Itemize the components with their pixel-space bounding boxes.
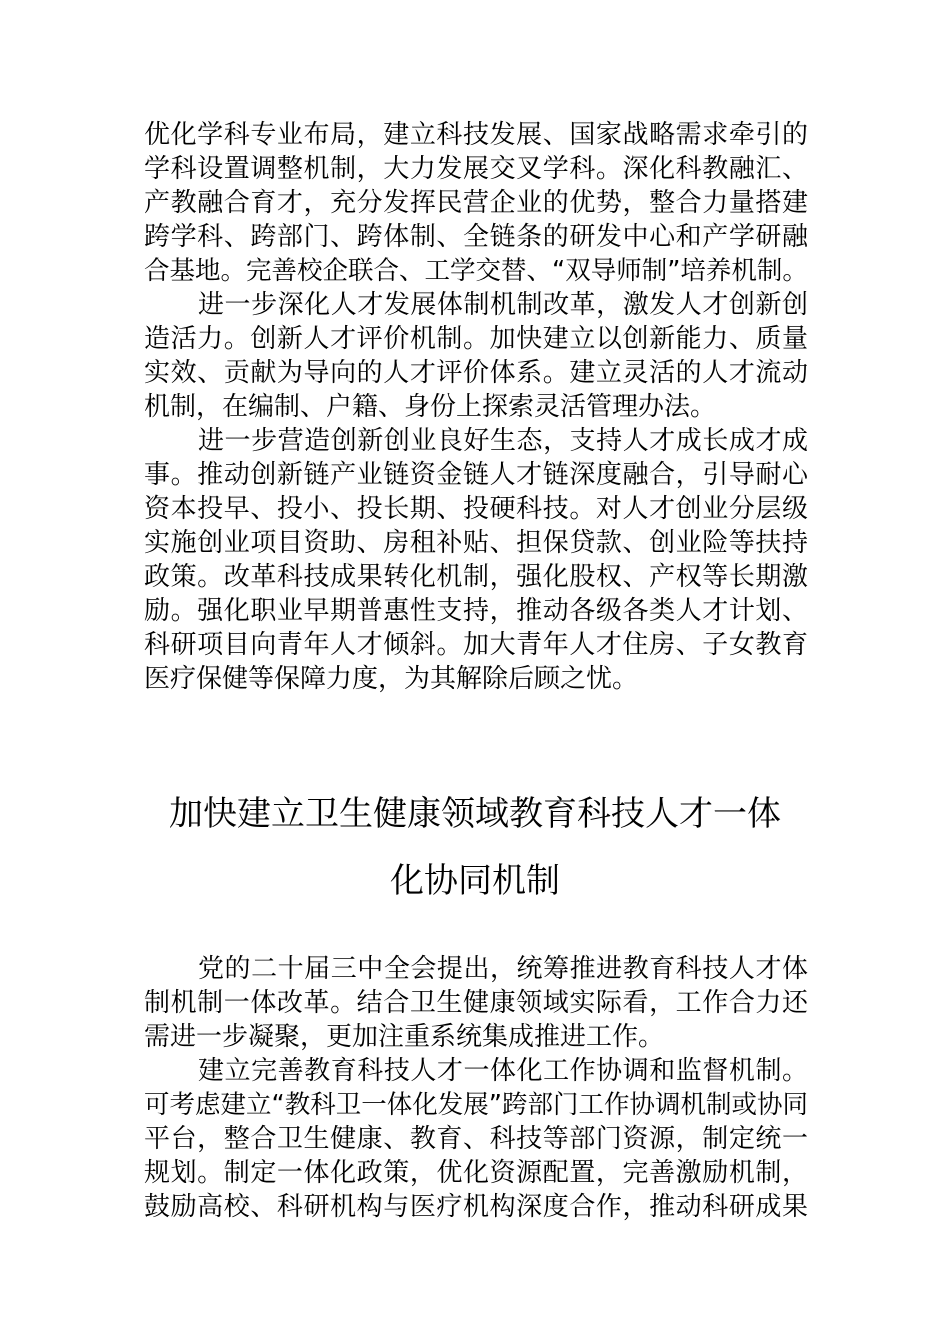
paragraph-discipline-layout	[144, 118, 808, 288]
text-line: 可考虑建立“教科卫一体化发展”跨部门工作协调机制或协同	[144, 1090, 808, 1120]
text-line: 合基地。完善校企联合、工学交替、“双导师制”培养机制。	[144, 256, 808, 286]
text-line: 医疗保健等保障力度，为其解除后顾之忧。	[144, 664, 639, 694]
paragraph-talent-reform	[144, 288, 808, 424]
text-line: 实施创业项目资助、房租补贴、担保贷款、创业险等扶持	[144, 528, 808, 558]
article-title-line-1: 加快建立卫生健康领域教育科技人才一体	[169, 794, 781, 834]
text-line: 党的二十届三中全会提出，统筹推进教育科技人才体	[198, 954, 808, 984]
text-line: 优化学科专业布局，建立科技发展、国家战略需求牵引的	[144, 120, 808, 150]
text-line: 平台，整合卫生健康、教育、科技等部门资源，制定统一	[144, 1124, 808, 1154]
text-line: 建立完善教育科技人才一体化工作协调和监督机制。	[198, 1056, 808, 1086]
text-line: 跨学科、跨部门、跨体制、全链条的研发中心和产学研融	[144, 222, 808, 252]
text-line: 鼓励高校、科研机构与医疗机构深度合作，推动科研成果	[144, 1192, 808, 1222]
text-line: 事。推动创新链产业链资金链人才链深度融合，引导耐心	[144, 460, 808, 490]
text-line: 励。强化职业早期普惠性支持，推动各级各类人才计划、	[144, 596, 808, 626]
paragraph-plenary-session	[144, 952, 808, 1054]
article-title-line-2: 化协同机制	[390, 861, 560, 901]
text-line: 机制，在编制、户籍、身份上探索灵活管理办法。	[144, 392, 717, 422]
text-line: 进一步营造创新创业良好生态，支持人才成长成才成	[198, 426, 808, 456]
text-line: 学科设置调整机制，大力发展交叉学科。深化科教融汇、	[144, 154, 808, 184]
text-line: 需进一步凝聚，更加注重系统集成推进工作。	[144, 1022, 665, 1052]
text-line: 制机制一体改革。结合卫生健康领域实际看，工作合力还	[144, 988, 808, 1018]
text-line: 产教融合育才，充分发挥民营企业的优势，整合力量搭建	[144, 188, 808, 218]
text-line: 造活力。创新人才评价机制。加快建立以创新能力、质量	[144, 324, 808, 354]
text-line: 规划。制定一体化政策，优化资源配置，完善激励机制，	[144, 1158, 808, 1188]
paragraph-coordination-mechanism	[144, 1054, 808, 1224]
text-line: 实效、贡献为导向的人才评价体系。建立灵活的人才流动	[144, 358, 808, 388]
paragraph-innovation-ecosystem	[144, 424, 808, 696]
text-line: 科研项目向青年人才倾斜。加大青年人才住房、子女教育	[144, 630, 808, 660]
text-line: 政策。改革科技成果转化机制，强化股权、产权等长期激	[144, 562, 808, 592]
text-line: 进一步深化人才发展体制机制改革，激发人才创新创	[198, 290, 808, 320]
text-line: 资本投早、投小、投长期、投硬科技。对人才创业分层级	[144, 494, 808, 524]
